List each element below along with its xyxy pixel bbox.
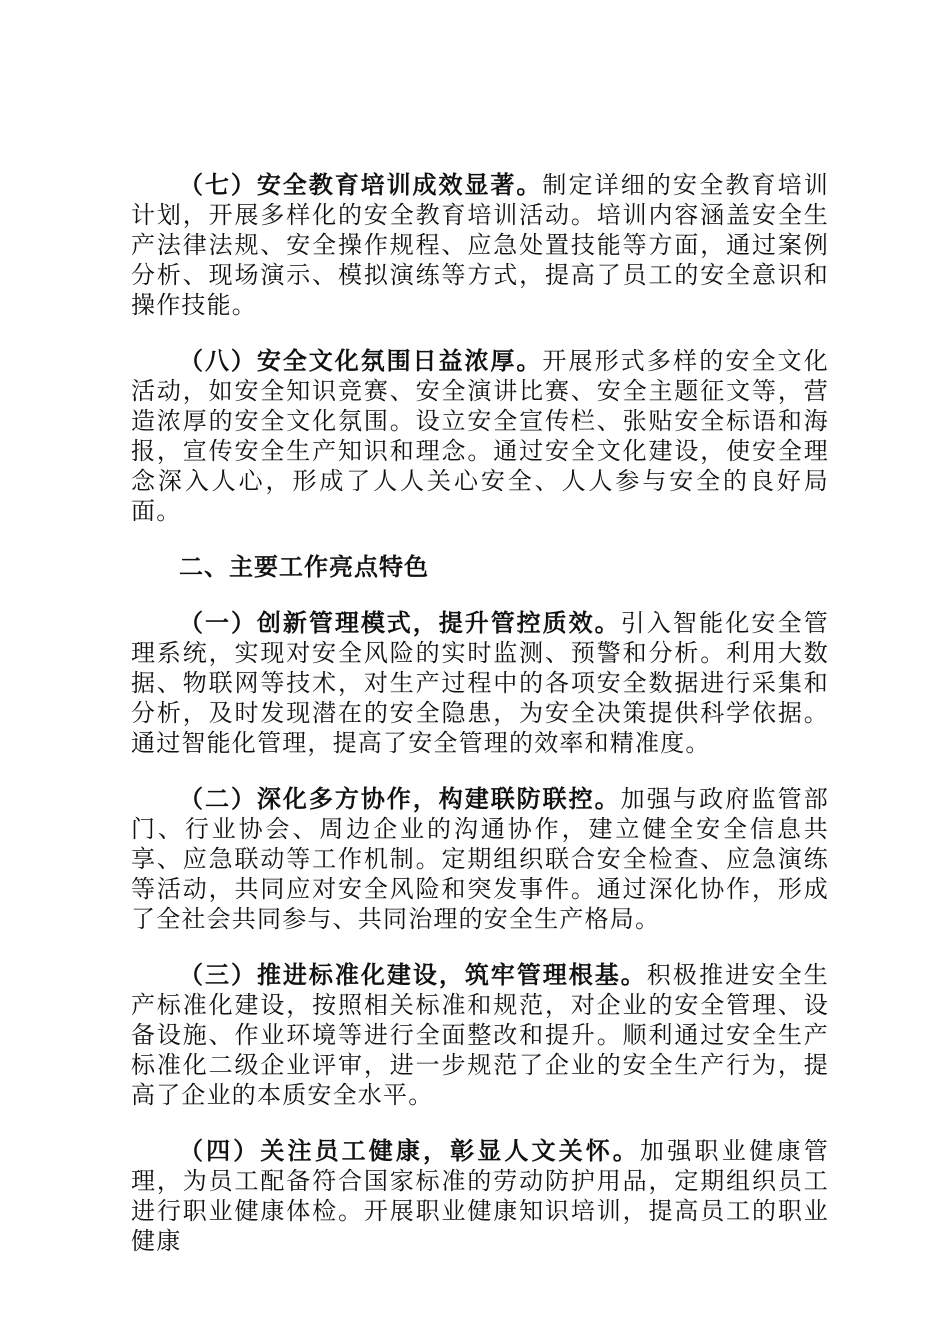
document-body (131, 170, 829, 1282)
paragraph-lead: （七）安全教育培训成效显著。 (179, 171, 543, 199)
paragraph-text: 积极推进安全生产标准化建设，按照相关标准和规范，对企业的安全管理、设备设施、作业环境等进行全面整改和提升。顺利通过安全生产标准化二级企业评审，进一步规范了企业的安全生产行为，提高了企业的本质安全水平。 (131, 961, 830, 1109)
paragraph-lead: （四）关注员工健康，彰显人文关怀。 (179, 1137, 640, 1165)
section-heading: 二、主要工作亮点特色 (179, 553, 429, 581)
paragraph-text: 引入智能化安全管理系统，实现对安全风险的实时监测、预警和分析。利用大数据、物联网等技术，对生产过程中的各项安全数据进行采集和分析，及时发现潜在的安全隐患，为安全决策提供科学依据。通过智能化管理，提高了安全管理的效率和精准度。 (131, 609, 829, 757)
paragraph-text: 加强职业健康管理，为员工配备符合国家标准的劳动防护用品，定期组织员工进行职业健康体检。开展职业健康知识培训，提高员工的职业健康 (131, 1137, 829, 1255)
paragraph-text: 制定详细的安全教育培训计划，开展多样化的安全教育培训活动。培训内容涵盖安全生产法律法规、安全操作规程、应急处置技能等方面，通过案例分析、现场演示、模拟演练等方式，提高了员工的安全意识和操作技能。 (131, 171, 830, 319)
paragraph-section-8 (131, 346, 829, 526)
paragraph-text: 加强与政府监管部门、行业协会、周边企业的沟通协作，建立健全安全信息共享、应急联动等工作机制。定期组织联合安全检查、应急演练等活动，共同应对安全风险和突发事件。通过深化协作，形成了全社会共同参与、共同治理的安全生产格局。 (131, 785, 829, 933)
paragraph-highlight-2 (131, 784, 829, 934)
paragraph-lead: （八）安全文化氛围日益浓厚。 (179, 347, 543, 375)
paragraph-section-7 (131, 170, 829, 320)
paragraph-highlight-1 (131, 608, 829, 758)
paragraph-highlight-4 (131, 1136, 829, 1256)
paragraph-lead: （三）推进标准化建设，筑牢管理根基。 (179, 961, 647, 989)
paragraph-text: 开展形式多样的安全文化活动，如安全知识竞赛、安全演讲比赛、安全主题征文等，营造浓厚的安全文化氛围。设立安全宣传栏、张贴安全标语和海报，宣传安全生产知识和理念。通过安全文化建设，使安全理念深入人心，形成了人人关心安全、人人参与安全的良好局面。 (131, 347, 830, 525)
paragraph-lead: （一）创新管理模式，提升管控质效。 (179, 609, 621, 637)
paragraph-lead: （二）深化多方协作，构建联防联控。 (179, 785, 621, 813)
paragraph-highlight-3 (131, 960, 829, 1110)
